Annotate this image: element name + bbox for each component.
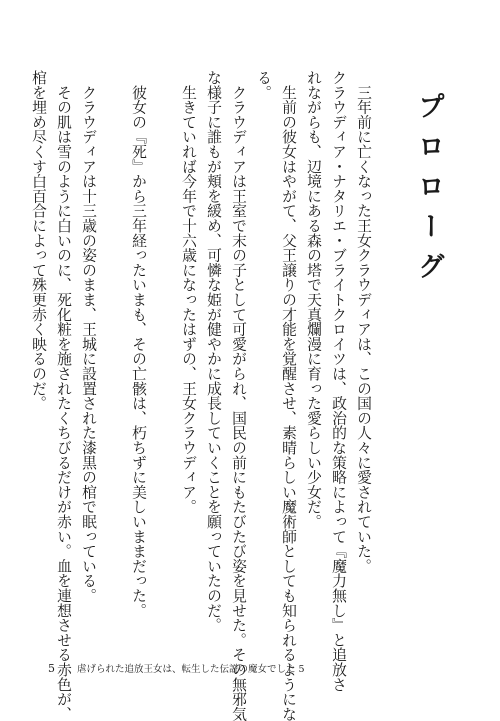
running-title: 虐げられた追放王女は、転生した伝説の魔女でした 5 <box>77 664 305 675</box>
blank-line <box>101 70 126 630</box>
paragraph-line-12: クラウディアは十三歳の姿のまま、王城に設置された漆黒の棺で眠っている。 <box>80 70 97 603</box>
chapter-title: プロローグ <box>413 92 444 292</box>
paragraph-line-5: る。 <box>255 70 272 100</box>
paragraph-line-8: 生きていれば今年で十六歳になったはずの、王女クラウディア。 <box>180 70 197 514</box>
paragraph-line-4: 生前の彼女はやがて、父王譲りの才能を覚醒させ、素晴らしい魔術師としても知られるようにな <box>280 70 297 721</box>
page-number: 5 <box>48 662 55 675</box>
paragraph-line-10: 彼女の『死』から三年経ったいまも、その亡骸は、朽ちずに美しいままだった。 <box>130 70 147 618</box>
paragraph-line-13: その肌は雪のように白いのに、死化粧を施されたくちびるだけが赤い。血を連想させる赤色が、 <box>55 70 72 721</box>
paragraph-line-14: 棺を埋め尽くす白百合によって殊更赤く映るのだ。 <box>30 70 47 411</box>
page-footer <box>48 661 305 675</box>
paragraph-line-3: れながらも、辺境にある森の塔で天真爛漫に育った愛らしい少女だ。 <box>305 70 322 529</box>
paragraph-line-2: クラウディア・ナタリエ・ブライトクロイツは、政治的な策略によって『魔力無し』と追放さ <box>330 70 347 692</box>
paragraph-line-7: な様子に誰もが頬を緩め、可憐な姫が健やかに成長していくことを願っていたのだ。 <box>205 70 222 633</box>
paragraph-line-1: 三年前に亡くなった王女クラウディアは、この国の人々に愛されていた。 <box>355 70 372 574</box>
paragraph-line-6: クラウディアは王室で末の子として可愛がられ、国民の前にもたびたび姿を見せた。その無邪気 <box>230 70 247 721</box>
blank-line <box>151 70 176 630</box>
